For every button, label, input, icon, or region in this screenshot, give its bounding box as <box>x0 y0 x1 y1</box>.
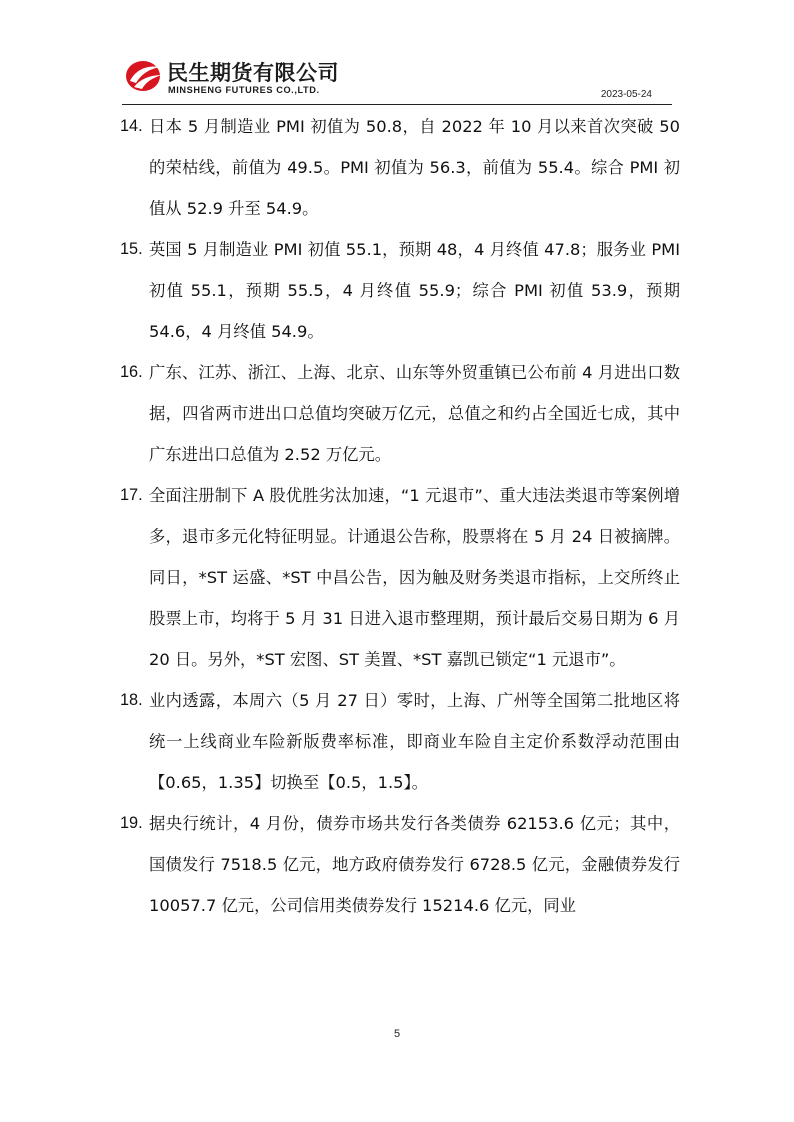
company-name-en: MINSHENG FUTURES CO.,LTD. <box>168 85 320 95</box>
header-divider <box>122 104 672 105</box>
news-item <box>120 803 680 926</box>
page-header <box>0 0 794 110</box>
news-item <box>120 229 680 352</box>
item-number: 19. <box>120 814 143 832</box>
minsheng-logo-icon <box>124 57 164 95</box>
news-item <box>120 106 680 229</box>
item-text: 全面注册制下 A 股优胜劣汰加速，“1 元退市”、重大违法类退市等案例增多，退市多元化特征明显。计通退公告称，股票将在 5 月 24 日被摘牌。同日，*ST 运盛、*ST 中昌公告，因为触及财务类退市指标，上交所终止股票上市，均将于 5 月 31 日进入退市整理期，预计最后交易日期为 6 月 20 日。另外，*ST 宏图、ST 美置、*ST 嘉凯已锁定“1 元退市”。 <box>149 486 680 669</box>
page-number: 5 <box>393 1028 401 1040</box>
item-text: 据央行统计，4 月份，债券市场共发行各类债券 62153.6 亿元；其中，国债发行 7518.5 亿元，地方政府债券发行 6728.5 亿元，金融债券发行 10057.7 亿元，公司信用类债券发行 15214.6 亿元，同业 <box>149 814 680 915</box>
news-list <box>120 106 680 926</box>
news-item <box>120 352 680 475</box>
company-logo <box>124 55 364 101</box>
item-number: 15. <box>120 240 143 258</box>
item-text: 业内透露，本周六（5 月 27 日）零时，上海、广州等全国第二批地区将统一上线商业车险新版费率标准，即商业车险自主定价系数浮动范围由【0.65，1.35】切换至【0.5，1.5】。 <box>149 691 680 792</box>
item-text: 广东、江苏、浙江、上海、北京、山东等外贸重镇已公布前 4 月进出口数据，四省两市进出口总值均突破万亿元，总值之和约占全国近七成，其中广东进出口总值为 2.52 万亿元。 <box>149 363 680 464</box>
item-number: 14. <box>120 117 143 135</box>
item-number: 18. <box>120 691 143 709</box>
news-item <box>120 680 680 803</box>
item-number: 17. <box>120 486 143 504</box>
report-date: 2023-05-24 <box>600 89 652 100</box>
item-text: 日本 5 月制造业 PMI 初值为 50.8，自 2022 年 10 月以来首次突破 50 的荣枯线，前值为 49.5。PMI 初值为 56.3，前值为 55.4。综合 PMI 初值从 52.9 升至 54.9。 <box>149 117 680 218</box>
item-text: 英国 5 月制造业 PMI 初值 55.1，预期 48，4 月终值 47.8；服务业 PMI 初值 55.1，预期 55.5，4 月终值 55.9；综合 PMI 初值 53.9，预期 54.6，4 月终值 54.9。 <box>149 240 680 341</box>
company-name-cn: 民生期货有限公司 <box>167 61 339 85</box>
news-item <box>120 475 680 680</box>
item-number: 16. <box>120 363 143 381</box>
